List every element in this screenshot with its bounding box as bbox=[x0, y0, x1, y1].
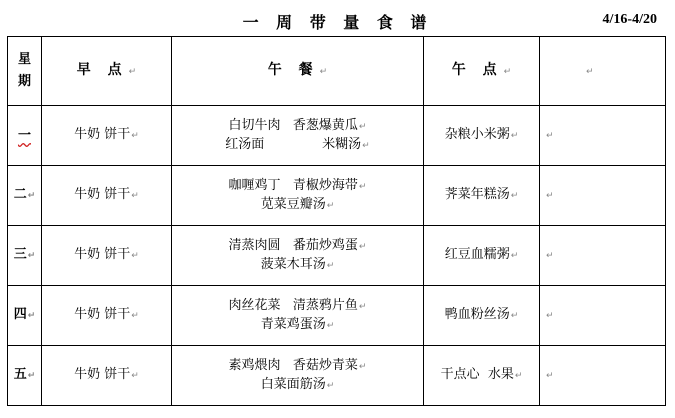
paragraph-mark-icon: ↵ bbox=[128, 66, 137, 77]
lunch-line2: 红汤面 米糊汤 bbox=[225, 136, 362, 152]
paragraph-mark-icon: ↵ bbox=[546, 311, 554, 321]
paragraph-mark-icon: ↵ bbox=[358, 241, 367, 252]
afternoon-text: 荠菜年糕汤 bbox=[444, 187, 510, 202]
breakfast-cell bbox=[42, 286, 172, 346]
paragraph-mark-icon: ↵ bbox=[510, 251, 519, 261]
paragraph-mark-icon: ↵ bbox=[358, 361, 367, 372]
paragraph-mark-icon: ↵ bbox=[131, 371, 139, 381]
table-row bbox=[8, 346, 666, 406]
paragraph-mark-icon: ↵ bbox=[131, 311, 139, 321]
table-row bbox=[8, 226, 666, 286]
lunch-line2: 菠菜木耳汤 bbox=[260, 256, 326, 272]
extra-cell bbox=[540, 286, 666, 346]
afternoon-cell bbox=[424, 166, 540, 226]
day-label: 五 bbox=[13, 367, 27, 382]
paragraph-mark-icon: ↵ bbox=[27, 311, 36, 321]
breakfast-text: 牛奶 饼干 bbox=[74, 367, 131, 382]
day-label: 二 bbox=[13, 187, 27, 202]
breakfast-cell bbox=[42, 166, 172, 226]
afternoon-text: 干点心 水果 bbox=[440, 367, 514, 382]
table-row bbox=[8, 286, 666, 346]
lunch-line2: 青菜鸡蛋汤 bbox=[260, 316, 326, 332]
day-cell bbox=[8, 226, 42, 286]
header-day-label: 星期 bbox=[17, 52, 31, 89]
paragraph-mark-icon: ↵ bbox=[326, 320, 335, 331]
day-label: 三 bbox=[13, 247, 27, 262]
paragraph-mark-icon: ↵ bbox=[546, 371, 554, 381]
extra-cell bbox=[540, 166, 666, 226]
lunch-cell bbox=[172, 166, 424, 226]
afternoon-cell bbox=[424, 226, 540, 286]
paragraph-mark-icon: ↵ bbox=[358, 121, 367, 132]
lunch-line1: 清蒸肉圆 番茄炒鸡蛋 bbox=[228, 237, 358, 253]
lunch-cell bbox=[172, 286, 424, 346]
breakfast-cell bbox=[42, 226, 172, 286]
breakfast-text: 牛奶 饼干 bbox=[74, 247, 131, 262]
paragraph-mark-icon: ↵ bbox=[358, 301, 367, 312]
paragraph-mark-icon: ↵ bbox=[326, 200, 335, 211]
lunch-line2: 苋菜豆瓣汤 bbox=[260, 196, 326, 212]
menu-table bbox=[7, 36, 666, 406]
date-range: 4/16-4/20 bbox=[602, 12, 657, 27]
day-cell bbox=[8, 286, 42, 346]
extra-cell bbox=[540, 346, 666, 406]
breakfast-cell bbox=[42, 106, 172, 166]
breakfast-text: 牛奶 饼干 bbox=[74, 127, 131, 142]
lunch-cell bbox=[172, 346, 424, 406]
paragraph-mark-icon: ↵ bbox=[546, 131, 554, 141]
day-label: 四 bbox=[13, 307, 27, 322]
paragraph-mark-icon: ↵ bbox=[326, 380, 335, 391]
paragraph-mark-icon: ↵ bbox=[27, 371, 36, 381]
day-cell bbox=[8, 106, 42, 166]
header-breakfast-label: 早 点 bbox=[76, 61, 128, 78]
lunch-line1: 肉丝花菜 清蒸鸦片鱼 bbox=[228, 297, 358, 313]
paragraph-mark-icon: ↵ bbox=[131, 131, 139, 141]
paragraph-mark-icon: ↵ bbox=[510, 311, 519, 321]
paragraph-mark-icon: ↵ bbox=[27, 191, 36, 201]
header-breakfast bbox=[42, 37, 172, 106]
header-extra bbox=[540, 37, 666, 106]
breakfast-text: 牛奶 饼干 bbox=[74, 187, 131, 202]
lunch-line1: 素鸡煨肉 香菇炒青菜 bbox=[228, 357, 358, 373]
paragraph-mark-icon: ↵ bbox=[362, 140, 370, 151]
paragraph-mark-icon: ↵ bbox=[131, 191, 139, 201]
paragraph-mark-icon: ↵ bbox=[586, 66, 594, 77]
afternoon-cell bbox=[424, 106, 540, 166]
paragraph-mark-icon: ↵ bbox=[510, 191, 519, 201]
paragraph-mark-icon: ↵ bbox=[503, 66, 512, 77]
day-cell bbox=[8, 166, 42, 226]
paragraph-mark-icon: ↵ bbox=[27, 251, 36, 261]
header-row bbox=[8, 37, 666, 106]
table-row bbox=[8, 166, 666, 226]
lunch-cell bbox=[172, 226, 424, 286]
header-lunch-label: 午 餐 bbox=[267, 61, 319, 78]
afternoon-text: 红豆血糯粥 bbox=[444, 247, 510, 262]
paragraph-mark-icon: ↵ bbox=[546, 251, 554, 261]
day-cell bbox=[8, 346, 42, 406]
page-title: 一 周 带 量 食 谱 bbox=[242, 13, 433, 32]
header-afternoon-label: 午 点 bbox=[451, 61, 503, 78]
paragraph-mark-icon: ↵ bbox=[326, 260, 335, 271]
extra-cell bbox=[540, 106, 666, 166]
table-row bbox=[8, 106, 666, 166]
paragraph-mark-icon: ↵ bbox=[319, 66, 328, 77]
extra-cell bbox=[540, 226, 666, 286]
afternoon-text: 杂粮小米粥 bbox=[444, 127, 510, 142]
header-afternoon bbox=[424, 37, 540, 106]
paragraph-mark-icon: ↵ bbox=[514, 371, 523, 381]
paragraph-mark-icon: ↵ bbox=[358, 181, 367, 192]
paragraph-mark-icon: ↵ bbox=[546, 191, 554, 201]
paragraph-mark-icon: ↵ bbox=[510, 131, 519, 141]
lunch-line2: 白菜面筋汤 bbox=[260, 376, 326, 392]
breakfast-text: 牛奶 饼干 bbox=[74, 307, 131, 322]
paragraph-mark-icon: ↵ bbox=[131, 251, 139, 261]
afternoon-cell bbox=[424, 286, 540, 346]
lunch-cell bbox=[172, 106, 424, 166]
header-lunch bbox=[172, 37, 424, 106]
afternoon-cell bbox=[424, 346, 540, 406]
lunch-line1: 咖喱鸡丁 青椒炒海带 bbox=[228, 177, 358, 193]
header-day bbox=[8, 37, 42, 106]
afternoon-text: 鸭血粉丝汤 bbox=[444, 307, 510, 322]
day-label: 一 bbox=[17, 128, 31, 143]
lunch-line1: 白切牛肉 香葱爆黄瓜 bbox=[228, 117, 358, 133]
breakfast-cell bbox=[42, 346, 172, 406]
